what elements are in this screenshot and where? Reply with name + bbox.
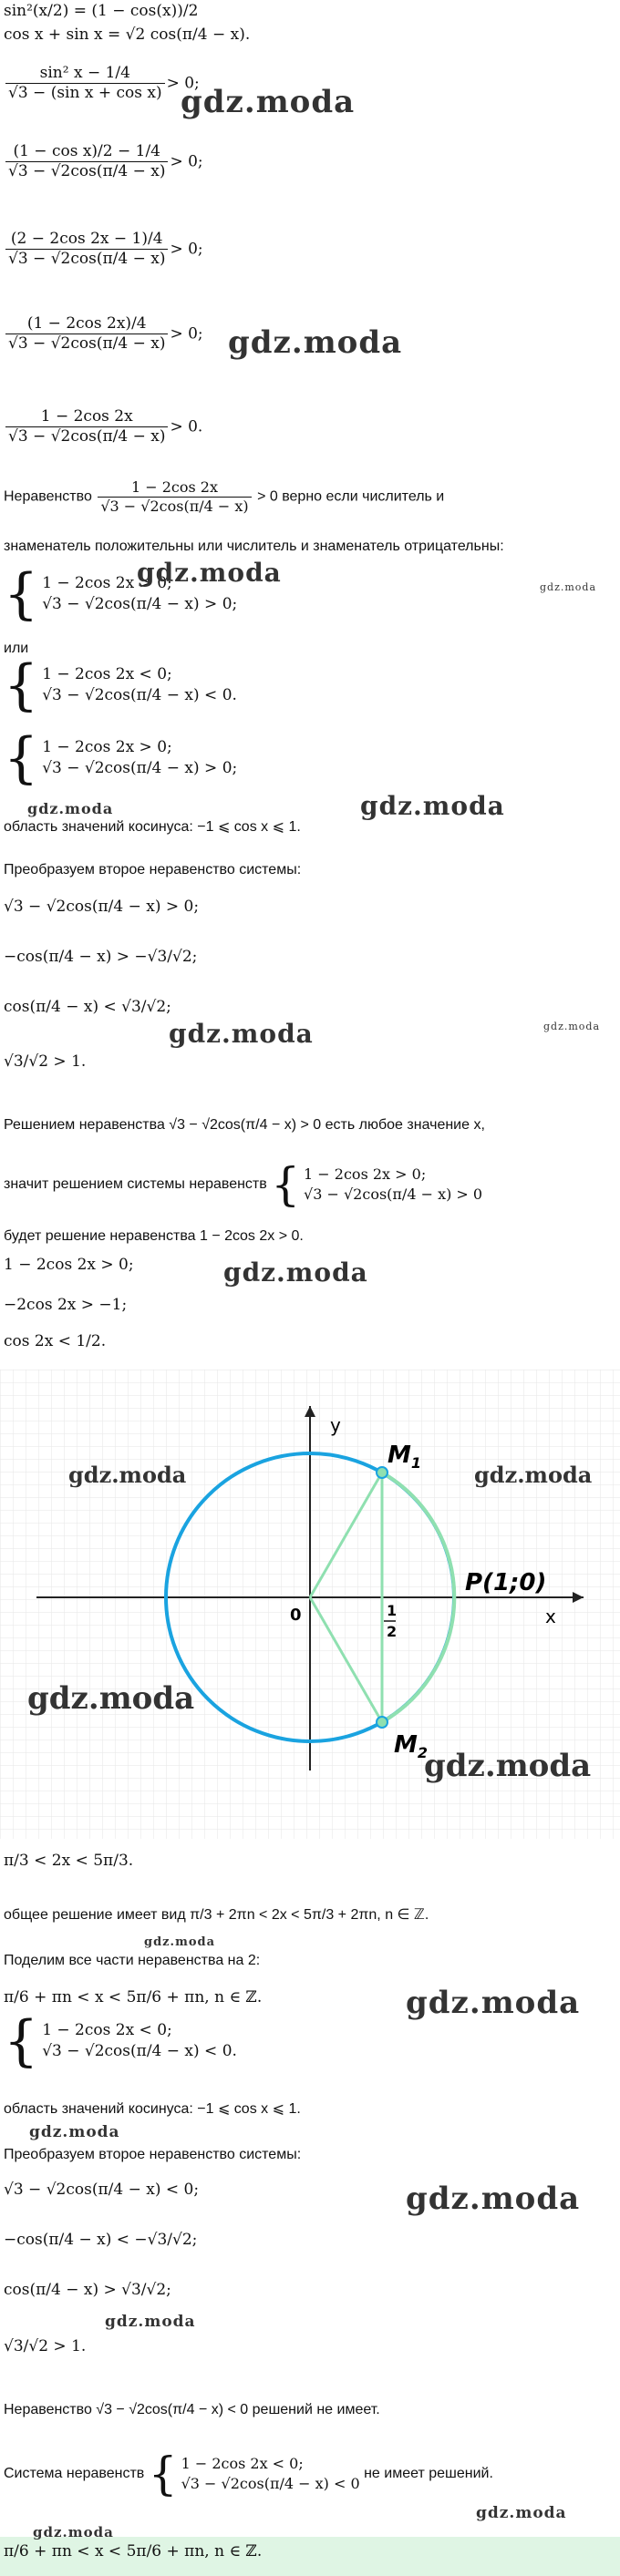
- system-3: [4, 726, 238, 790]
- fraction-5-num: 1 − 2cos 2x: [5, 407, 168, 427]
- c-line-1: 1 − 2cos 2x > 0;: [4, 1256, 134, 1274]
- brace-icon: {: [4, 653, 39, 717]
- fraction-3-den: √3 − √2cos(π/4 − x): [8, 250, 166, 269]
- no-solution-line: Неравенство √3 − √2cos(π/4 − x) < 0 решений не имеет.: [4, 2402, 380, 2417]
- x-label: x: [545, 1606, 556, 1627]
- watermark: gdz.moda: [105, 2313, 196, 2331]
- cos-range-2: область значений косинуса: −1 ⩽ cos x ⩽ 1.: [4, 2101, 301, 2117]
- fraction-3-num: (2 − 2cos 2x − 1)/4: [5, 230, 168, 250]
- fraction-1: [5, 64, 165, 104]
- p-label: P(1;0): [465, 1569, 547, 1596]
- sol-sys-b: √3 − √2cos(π/4 − x) > 0: [304, 1185, 483, 1203]
- ineq-tail: > 0 верно если числитель и: [257, 488, 445, 505]
- watermark: gdz.moda: [424, 1748, 592, 1784]
- watermark: gdz.moda: [474, 1462, 593, 1488]
- gt-zero-3: > 0;: [170, 240, 203, 259]
- t-line-1: √3 − √2cos(π/4 − x) > 0;: [4, 898, 200, 916]
- watermark: gdz.moda: [223, 1257, 368, 1288]
- system-5-tail: не имеет решений.: [364, 2466, 493, 2482]
- sys1-line-b: √3 − √2cos(π/4 − x) > 0;: [42, 595, 238, 613]
- gt-zero-5: > 0.: [170, 417, 203, 436]
- line-sin-half: sin²(x/2) = (1 − cos(x))/2: [4, 2, 199, 20]
- c-line-2: −2cos 2x > −1;: [4, 1296, 128, 1314]
- point-m2: [377, 1717, 388, 1728]
- r-line-2: общее решение имеет вид π/3 + 2πn < 2x < 5π/3 + 2πn, n ∈ ℤ.: [4, 1907, 429, 1923]
- cos-range-1: область значений косинуса: −1 ⩽ cos x ⩽ 1.: [4, 819, 301, 835]
- unit-circle-diagram: [0, 1370, 620, 1839]
- line-cos-plus-sin: cos x + sin x = √2 cos(π/4 − x).: [4, 26, 251, 44]
- m1-sub: 1: [410, 1454, 422, 1472]
- fraction-1-num: sin² x − 1/4: [5, 64, 165, 84]
- gt-zero-2: > 0;: [170, 152, 203, 171]
- u-line-1: √3 − √2cos(π/4 − x) < 0;: [4, 2181, 200, 2199]
- solution-line-1: Решением неравенства √3 − √2cos(π/4 − x) > 0 есть любое значение x,: [4, 1117, 485, 1133]
- gt-zero-4: > 0;: [170, 324, 203, 344]
- sys2-line-a: 1 − 2cos 2x < 0;: [42, 664, 172, 683]
- fraction-line-5: [4, 407, 202, 447]
- system-2: [4, 653, 237, 717]
- sys5-line-b: √3 − √2cos(π/4 − x) < 0: [181, 2475, 360, 2492]
- final-answer: π/6 + πn < x < 5π/6 + πn, n ∈ ℤ.: [4, 2542, 263, 2561]
- fraction-1-den: √3 − (sin x + cos x): [8, 84, 162, 103]
- y-label: y: [330, 1414, 341, 1436]
- fraction-5-den: √3 − √2cos(π/4 − x): [8, 427, 166, 446]
- ineq-continuation: знаменатель положительны или числитель и знаменатель отрицательны:: [4, 539, 504, 554]
- point-m1: [377, 1467, 388, 1478]
- ineq-word: Неравенство: [4, 488, 92, 505]
- fraction-5: [5, 407, 168, 447]
- fraction-4-num: (1 − 2cos 2x)/4: [5, 314, 168, 334]
- brace-icon: {: [4, 562, 39, 626]
- system-5-line: [4, 2448, 493, 2500]
- sol-sys-a: 1 − 2cos 2x > 0;: [304, 1165, 427, 1183]
- watermark: gdz.moda: [540, 581, 597, 593]
- watermark: gdz.moda: [181, 84, 356, 120]
- or-word: или: [4, 641, 29, 656]
- watermark: gdz.moda: [144, 1935, 216, 1949]
- fraction-2-den: √3 − √2cos(π/4 − x): [8, 162, 166, 181]
- watermark: gdz.moda: [406, 2181, 581, 2217]
- brace-icon: {: [4, 2009, 39, 2073]
- system-4: [4, 2009, 237, 2073]
- solution-line-2: [4, 1158, 483, 1211]
- watermark: gdz.moda: [68, 1462, 187, 1488]
- sys5-line-a: 1 − 2cos 2x < 0;: [181, 2455, 304, 2472]
- watermark: gdz.moda: [33, 2524, 114, 2540]
- sys4-line-b: √3 − √2cos(π/4 − x) < 0.: [42, 2042, 237, 2060]
- gt-zero-1: > 0;: [166, 74, 200, 93]
- sys4-line-a: 1 − 2cos 2x < 0;: [42, 2020, 172, 2039]
- fraction-3: [5, 230, 168, 270]
- watermark: gdz.moda: [27, 1680, 195, 1717]
- fraction-4: [5, 314, 168, 354]
- m2-sub: 2: [417, 1744, 429, 1761]
- r-line-1: π/3 < 2x < 5π/3.: [4, 1852, 134, 1870]
- transform-title-1: Преобразуем второе неравенство системы:: [4, 862, 302, 877]
- sys1-line-a: 1 − 2cos 2x > 0;: [42, 573, 172, 592]
- fraction-2: [5, 142, 168, 182]
- origin-label: 0: [290, 1606, 302, 1625]
- u-line-3: cos(π/4 − x) > √3/√2;: [4, 2281, 171, 2299]
- solution-line-2-text: значит решением системы неравенств: [4, 1176, 267, 1193]
- fraction-line-4: [4, 314, 203, 354]
- r-line-3: Поделим все части неравенства на 2:: [4, 1953, 261, 1968]
- fraction-line-2: [4, 142, 203, 182]
- fraction-line-3: [4, 230, 203, 270]
- u-line-2: −cos(π/4 − x) < −√3/√2;: [4, 2231, 198, 2249]
- fraction-line-1: [4, 64, 200, 104]
- t-line-4: √3/√2 > 1.: [4, 1052, 87, 1071]
- sys3-line-b: √3 − √2cos(π/4 − x) > 0;: [42, 759, 238, 777]
- c-line-3: cos 2x < 1/2.: [4, 1332, 107, 1350]
- inequality-sentence: [4, 478, 444, 516]
- fraction-4-den: √3 − √2cos(π/4 − x): [8, 334, 166, 354]
- half-den: 2: [387, 1623, 398, 1640]
- watermark: gdz.moda: [228, 324, 403, 361]
- m1-letter: M: [388, 1442, 411, 1469]
- watermark: gdz.moda: [360, 791, 505, 821]
- t-line-2: −cos(π/4 − x) > −√3/√2;: [4, 948, 198, 966]
- fraction-6-num: 1 − 2cos 2x: [98, 478, 251, 498]
- sys3-line-a: 1 − 2cos 2x > 0;: [42, 737, 172, 756]
- watermark: gdz.moda: [137, 558, 282, 588]
- u-line-4: √3/√2 > 1.: [4, 2337, 87, 2355]
- sys2-line-b: √3 − √2cos(π/4 − x) < 0.: [42, 686, 237, 704]
- watermark: gdz.moda: [29, 2123, 120, 2141]
- fraction-2-num: (1 − cos x)/2 − 1/4: [5, 142, 168, 162]
- watermark: gdz.moda: [27, 800, 114, 817]
- fraction-6: [98, 478, 251, 516]
- t-line-3: cos(π/4 − x) < √3/√2;: [4, 998, 171, 1016]
- brace-icon: {: [4, 726, 39, 790]
- m2-letter: M: [394, 1731, 418, 1759]
- half-num: 1: [387, 1602, 398, 1619]
- watermark: gdz.moda: [169, 1019, 314, 1049]
- brace-icon: {: [271, 1158, 301, 1211]
- watermark: gdz.moda: [476, 2504, 567, 2522]
- watermark: gdz.moda: [406, 1985, 581, 2021]
- transform-title-2: Преобразуем второе неравенство системы:: [4, 2147, 302, 2162]
- system-5-text: Система неравенств: [4, 2466, 145, 2482]
- r-line-4: π/6 + πn < x < 5π/6 + πn, n ∈ ℤ.: [4, 1988, 263, 2006]
- solution-line-3: будет решение неравенства 1 − 2cos 2x > 0.: [4, 1228, 304, 1244]
- watermark: gdz.moda: [543, 1021, 601, 1032]
- fraction-6-den: √3 − √2cos(π/4 − x): [100, 498, 249, 515]
- brace-icon: {: [148, 2448, 178, 2500]
